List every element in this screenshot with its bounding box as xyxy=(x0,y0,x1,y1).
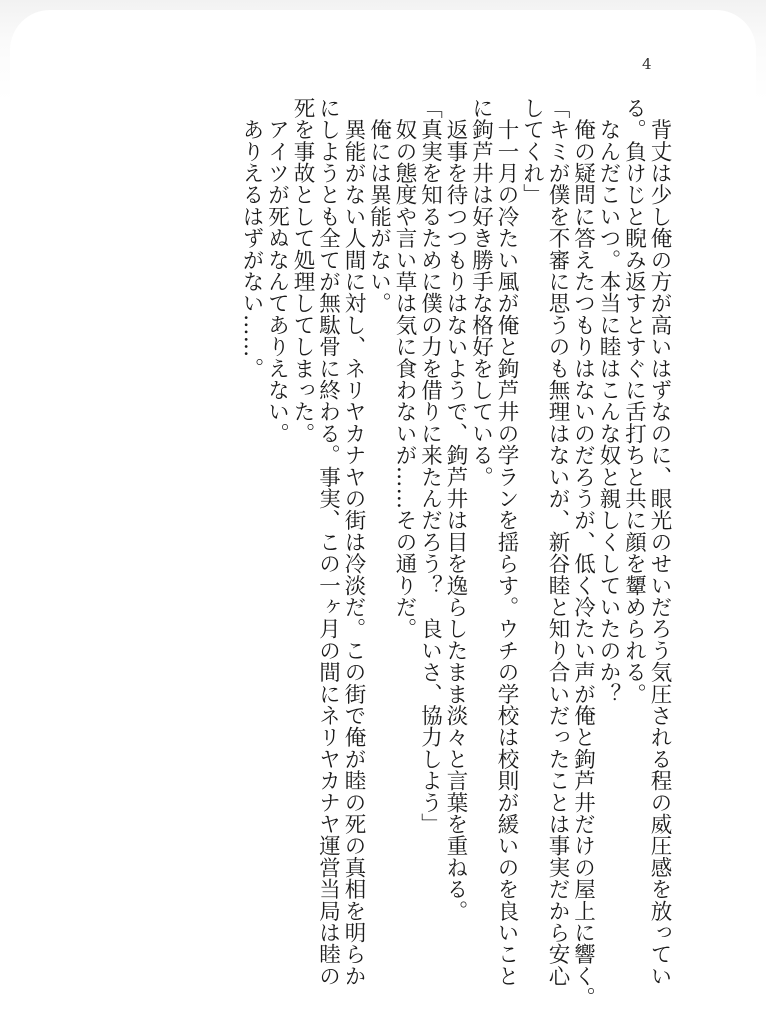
text-line: 「キミが僕を不審に思うのも無理はないが、新谷睦と知り合いだったことは事実だから安心 xyxy=(545,97,570,987)
text-line: なんだこいつ。本当に睦はこんな奴と親しくしていたのか？ xyxy=(596,97,621,705)
text-line: 「真実を知るために僕の力を借りに来たんだろう？ 良いさ、協力しよう」 xyxy=(417,97,443,835)
text-line: 背丈は少し俺の方が高いはずなのに、眼光のせいだろう気圧される程の威圧感を放ってい xyxy=(647,97,672,987)
text-line: してくれ」 xyxy=(519,97,545,206)
text-line: 異能がない人間に対し、ネリヤカナヤの街は冷淡だ。この街で俺が睦の死の真相を明らか xyxy=(341,97,366,987)
text-line: 俺の疑問に答えたつもりはないのだろうが、低く冷たい声が俺と鉤芦井だけの屋上に響く。 xyxy=(570,97,596,1009)
text-line: にしようとも全てが無駄骨に終わる。事実、この一ヶ月の間にネリヤカナヤ運営当局は睦の xyxy=(315,97,341,987)
text-line: 十一月の冷たい風が俺と鉤芦井の学ランを揺らす。ウチの学校は校則が緩いのを良いこと xyxy=(494,97,519,987)
text-line: 奴の態度や言い草は気に食わないが……その通りだ。 xyxy=(392,97,417,640)
text-line: アイツが死ぬなんてありえない。 xyxy=(264,97,290,445)
text-line: 返事を待つつもりはないようで、鉤芦井は目を逸らしたまま淡々と言葉を重ねる。 xyxy=(443,97,468,922)
text-line: 死を事故として処理してしまった。 xyxy=(290,97,315,445)
text-line: ありえるはずがない……。 xyxy=(239,97,264,380)
text-line: 俺には異能がない。 xyxy=(366,97,392,314)
vertical-text-body xyxy=(239,97,673,1009)
text-line: る。負けじと睨み返すとすぐに舌打ちと共に顔を顰められる。 xyxy=(621,97,647,705)
text-line: に鉤芦井は好き勝手な格好をしている。 xyxy=(468,97,494,488)
page-number: 4 xyxy=(642,55,652,73)
